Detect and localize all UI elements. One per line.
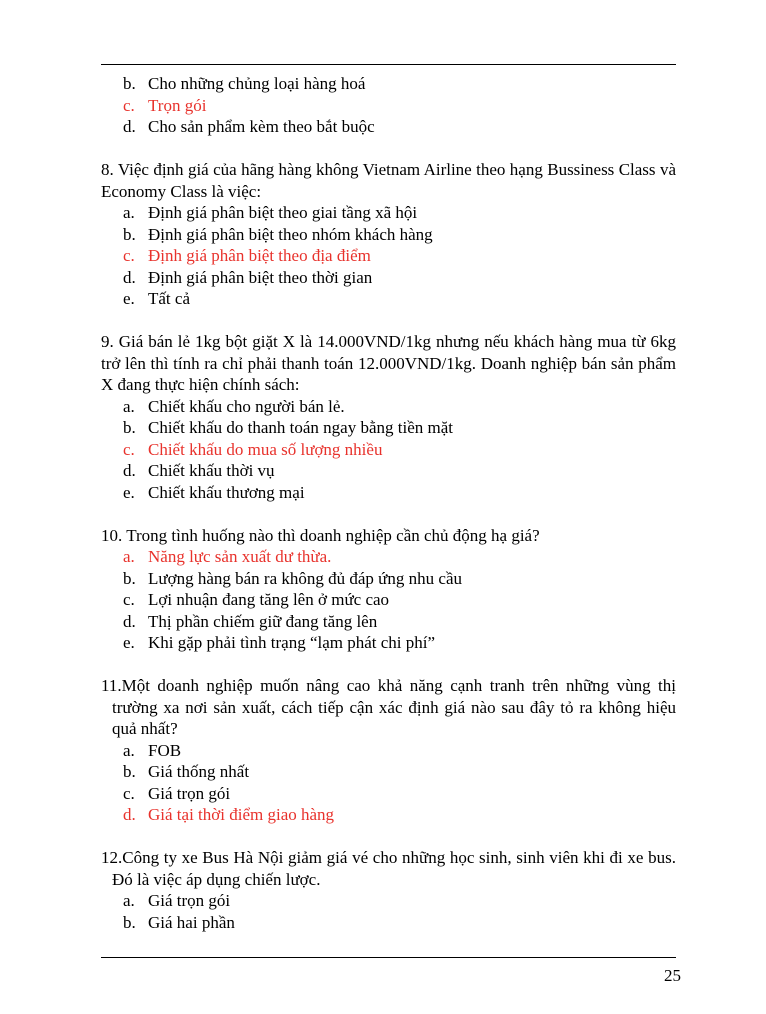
option-text: FOB (148, 740, 182, 760)
option-letter: c. (123, 783, 135, 803)
page-content (101, 73, 676, 933)
option-text: Năng lực sản xuất dư thừa. (148, 547, 332, 566)
option-d (101, 460, 676, 482)
option-text: Giá hai phần (148, 912, 235, 932)
option-a (101, 396, 676, 418)
option-text: Chiết khấu thương mại (148, 482, 305, 502)
option-letter: a. (123, 547, 135, 566)
option-text: Cho sản phẩm kèm theo bắt buộc (148, 117, 375, 136)
option-letter: a. (123, 396, 135, 416)
option-letter: d. (123, 267, 136, 287)
option-letter: d. (123, 461, 136, 480)
option-a (101, 890, 676, 912)
option-c-correct (101, 95, 676, 117)
option-letter: b. (123, 74, 136, 93)
option-text: Tất cả (148, 289, 190, 308)
option-letter: b. (123, 568, 136, 588)
option-text: Định giá phân biệt theo giai tầng xã hội (148, 203, 418, 222)
option-text: Giá tại thời điểm giao hàng (148, 805, 335, 824)
page-number: 25 (664, 966, 681, 985)
option-c-correct (101, 245, 676, 267)
option-a (101, 740, 676, 762)
option-text: Chiết khấu do thanh toán ngay bằng tiền mặt (148, 418, 453, 437)
option-e (101, 632, 676, 654)
option-b (101, 417, 676, 439)
option-text: Trọn gói (148, 95, 207, 115)
option-text: Định giá phân biệt theo địa điểm (148, 246, 371, 265)
question-text: 10. Trong tình huống nào thì doanh nghiệp cần chủ động hạ giá? (101, 525, 540, 545)
question-text: 9. Giá bán lẻ 1kg bột giặt X là 14.000VND/1kg nhưng nếu khách hàng mua từ 6kg trở lên thì tính ra chỉ phải thanh toán 12.000VND/1kg. Doanh nghiệp bán sản phẩm X đang thực hiện chính sách: (101, 332, 676, 394)
option-letter: c. (123, 95, 135, 115)
option-text: Lợi nhuận đang tăng lên ở mức cao (148, 590, 390, 609)
option-b (101, 568, 676, 590)
question-text: 12.Công ty xe Bus Hà Nội giảm giá vé cho những học sinh, sinh viên khi đi xe bus. Đó là việc áp dụng chiến lược. (101, 848, 676, 889)
option-letter: b. (123, 762, 136, 781)
option-text: Khi gặp phải tình trạng “lạm phát chi phí” (148, 633, 436, 652)
question-11 (101, 675, 676, 826)
option-d (101, 116, 676, 138)
option-c (101, 783, 676, 805)
option-text: Định giá phân biệt theo thời gian (148, 267, 373, 287)
option-letter: b. (123, 418, 136, 437)
option-text: Lượng hàng bán ra không đủ đáp ứng nhu cầu (148, 568, 462, 588)
option-letter: e. (123, 633, 135, 652)
option-c (101, 589, 676, 611)
option-b (101, 73, 676, 95)
option-text: Giá thống nhất (148, 762, 250, 781)
option-letter: b. (123, 912, 136, 932)
question-text: 11.Một doanh nghiệp muốn nâng cao khả năng cạnh tranh trên những vùng thị trường xa nơi sản xuất, cách tiếp cận xác định giá nào sau đây tỏ ra không hiệu quả nhất? (101, 676, 676, 738)
option-letter: a. (123, 203, 135, 222)
option-text: Giá trọn gói (148, 891, 231, 910)
question-text: 8. Việc định giá của hãng hàng không Vietnam Airline theo hạng Bussiness Class và Economy Class là việc: (101, 160, 676, 201)
question-8 (101, 159, 676, 310)
option-text: Chiết khấu thời vụ (148, 461, 275, 480)
option-letter: d. (123, 117, 136, 136)
question-9 (101, 331, 676, 503)
option-d-correct (101, 804, 676, 826)
option-text: Chiết khấu do mua số lượng nhiều (148, 439, 383, 459)
option-text: Thị phần chiếm giữ đang tăng lên (148, 611, 378, 631)
question-10 (101, 525, 676, 654)
option-letter: c. (123, 439, 135, 459)
option-letter: c. (123, 590, 135, 609)
option-letter: d. (123, 611, 136, 631)
option-d (101, 611, 676, 633)
option-d (101, 267, 676, 289)
option-b (101, 912, 676, 934)
option-letter: a. (123, 891, 135, 910)
option-text: Định giá phân biệt theo nhóm khách hàng (148, 224, 433, 244)
question-block-continued (101, 73, 676, 138)
header-rule (101, 64, 676, 65)
question-12 (101, 847, 676, 933)
option-text: Cho những chủng loại hàng hoá (148, 74, 366, 93)
option-c-correct (101, 439, 676, 461)
option-letter: a. (123, 740, 135, 760)
option-text: Chiết khấu cho người bán lẻ. (148, 396, 345, 416)
option-letter: e. (123, 289, 135, 308)
option-e (101, 288, 676, 310)
option-a-correct (101, 546, 676, 568)
option-letter: e. (123, 482, 135, 502)
option-letter: d. (123, 805, 136, 824)
option-letter: b. (123, 224, 136, 244)
option-b (101, 761, 676, 783)
footer-rule (101, 957, 676, 958)
option-a (101, 202, 676, 224)
option-b (101, 224, 676, 246)
option-letter: c. (123, 246, 135, 265)
option-text: Giá trọn gói (148, 783, 231, 803)
option-e (101, 482, 676, 504)
